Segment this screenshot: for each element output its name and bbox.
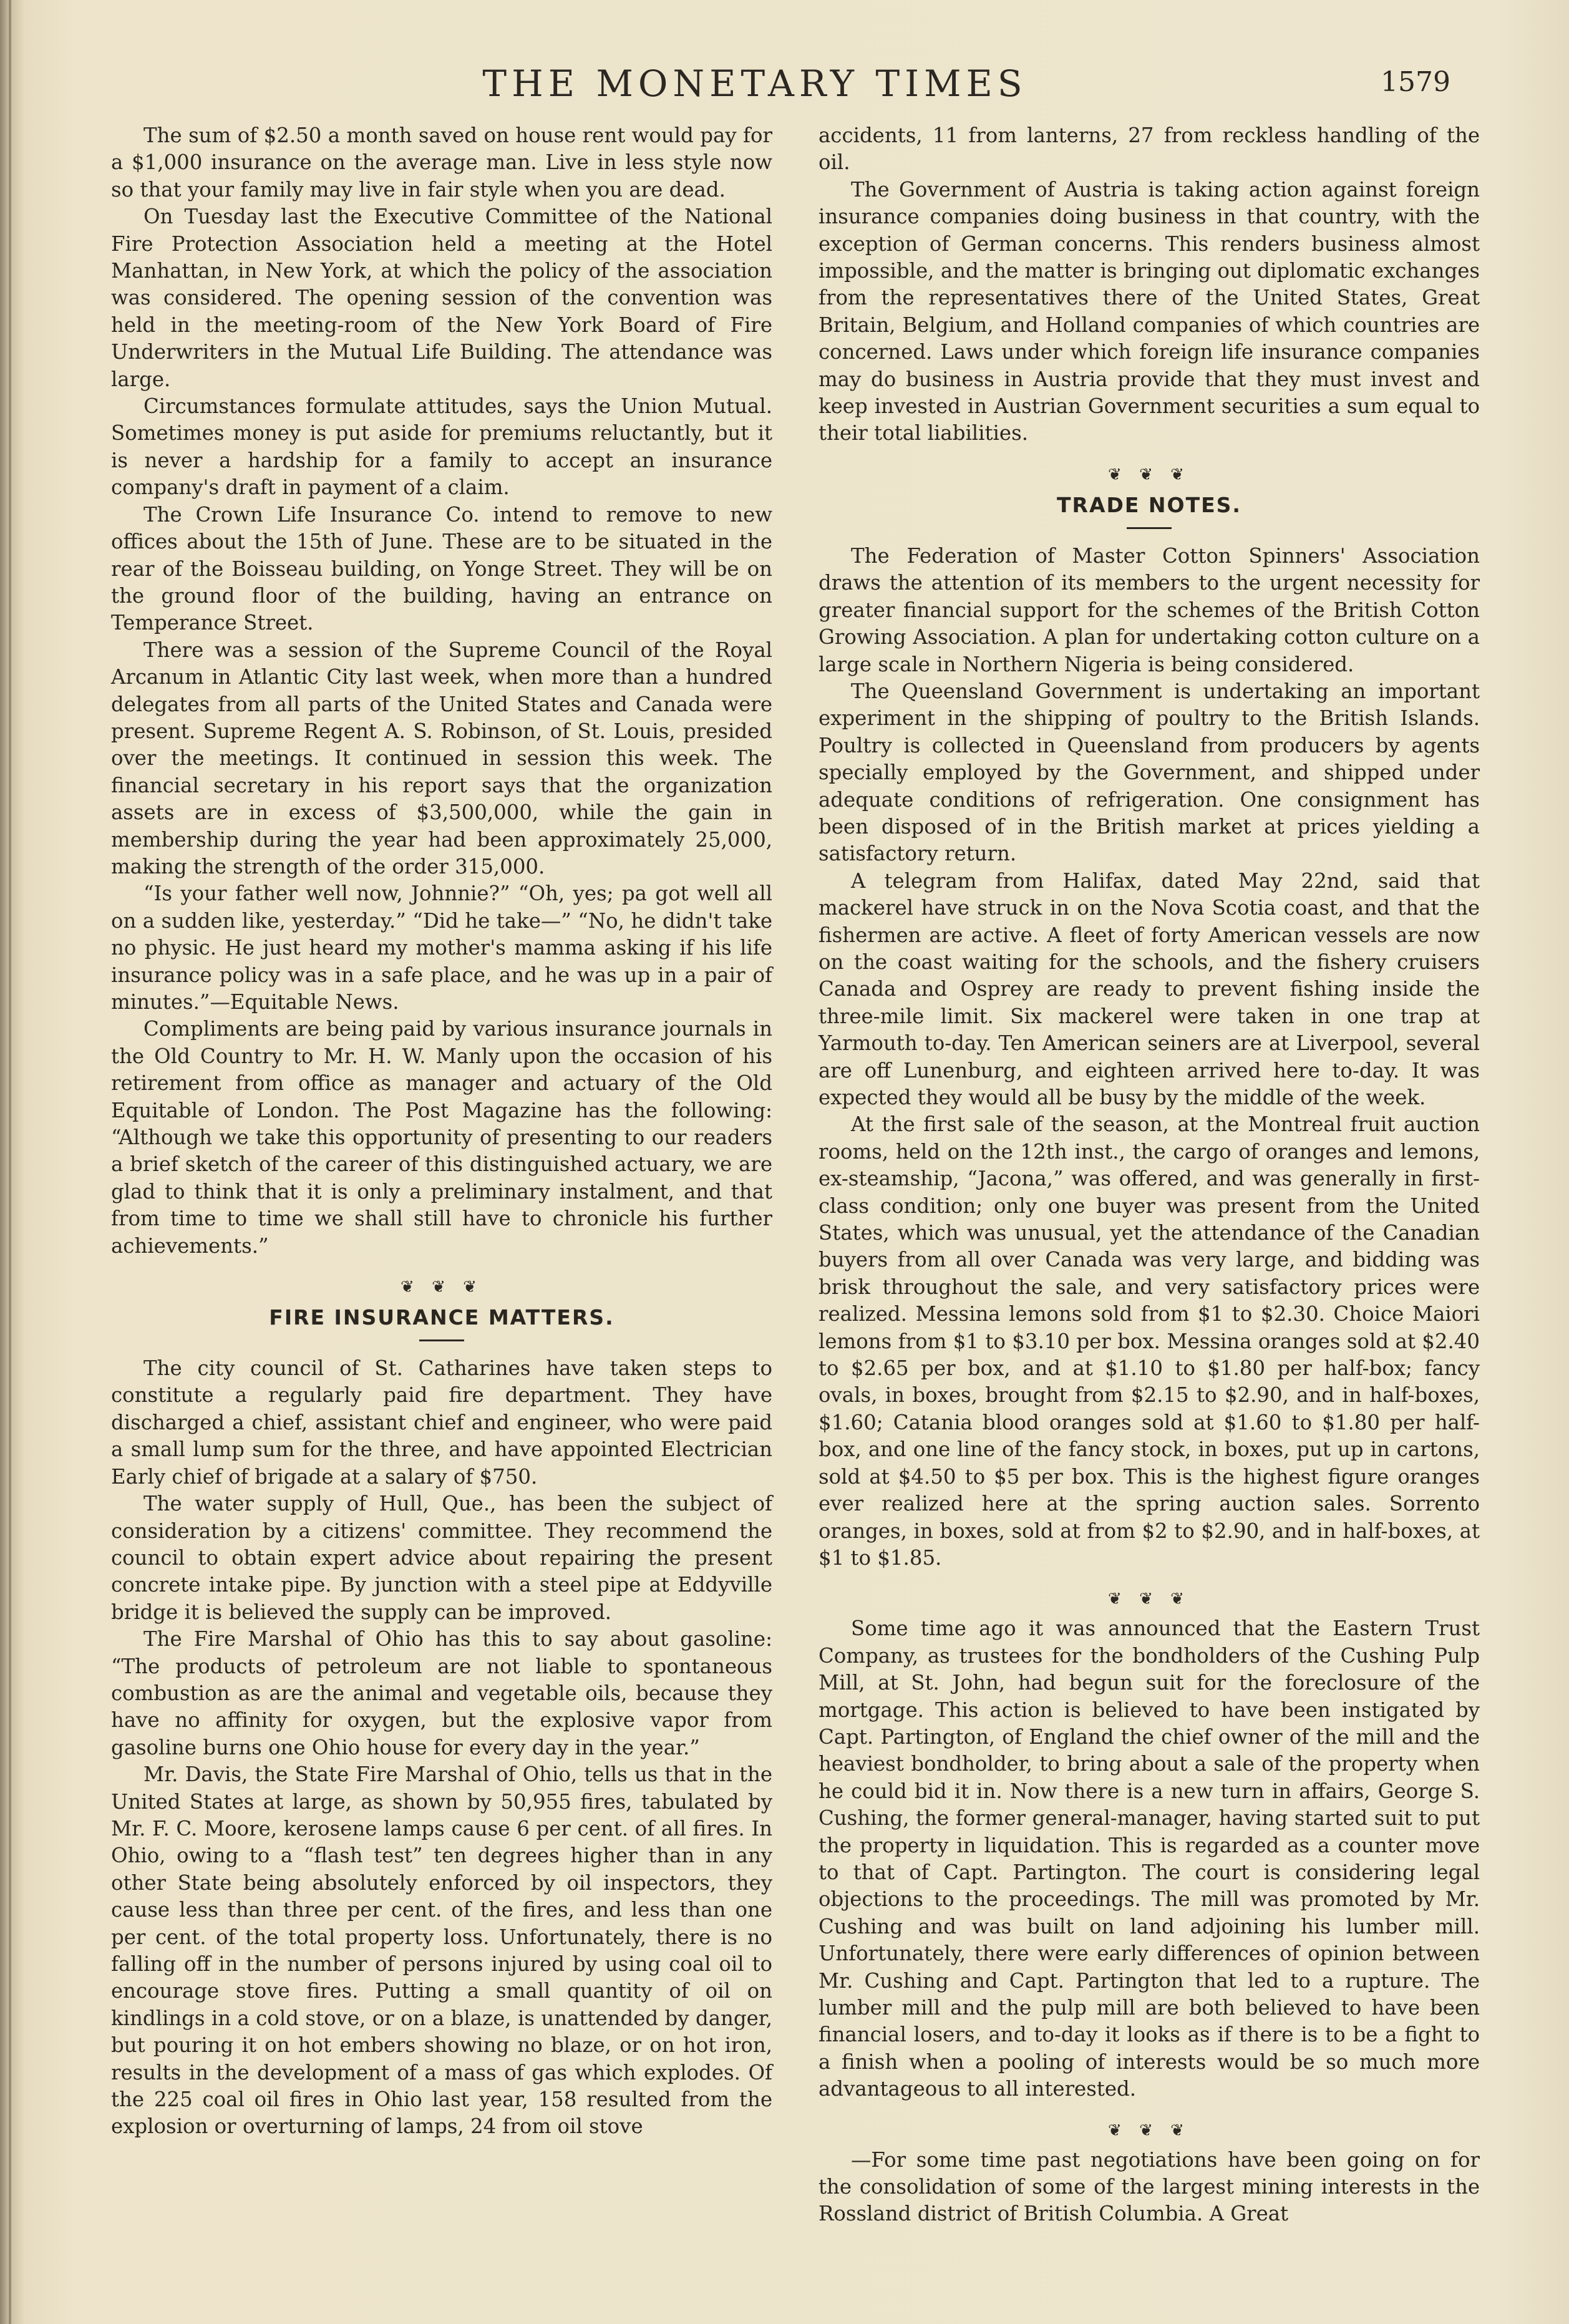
paragraph-manly-retirement: Compliments are being paid by various insurance journals in the Old Country to Mr. H. W. Manly upon the occasion of his retirement from office as manager and actuary of the Old Equitable of London. The Post Magazine has the following: “Although we take this opportunity of presenting to our readers a brief sketch of the career of this distinguished actuary, we are glad to think that it is only a preliminary instalment, and that from time to time we shall still have to chronicle his further achievements.” — [111, 1017, 772, 1258]
paragraph-austria-insurance: The Government of Austria is taking action against foreign insurance companies doing business in that country, with the exception of German concerns. This renders business almost impossible, and the matter is bringing out diplomatic exchanges from the representatives there of the United States, Great Britain, Belgium, and Holland companies of which countries are concerned. Laws under which foreign life insurance companies may do business in Austria provide that they must invest and keep invested in Austrian Government securities a sum equal to their total liabilities. — [819, 177, 1480, 445]
paragraph-montreal-fruit-sale: At the first sale of the season, at the Montreal fruit auction rooms, held on the 12th inst., the cargo of oranges and lemons, ex-steamship, “Jacona,” was offered, and was generally in first-class condition; only one buyer was present from the United States, which was unusual, yet the attendance of the Canadian buyers from all over Canada was very large, and bidding was brisk throughout the sale, and very satisfactory prices were realized. Messina lemons sold from $1 to $2.30. Choice Maiori lemons from $1 to $3.10 per box. Messina oranges sold at $2.40 to $2.65 per box, and at $1.10 to $1.80 per half-box; fancy ovals, in boxes, brought from $2.15 to $2.90, and in half-boxes, $1.60; Catania blood oranges sold at $1.60 to $1.80 per half-box, and one line of the fancy stock, in boxes, put up in cartons, sold at $4.50 to $5 per box. This is the highest figure oranges ever realized here at the spring auction sales. Sorrento oranges, in boxes, sold at from $2 to $2.90, and in half-boxes, at $1 to $1.85. — [819, 1112, 1480, 1570]
paragraph-continued-accidents: accidents, 11 from lanterns, 27 from reckless handling of the oil. — [819, 124, 1480, 175]
paragraph-crown-life: The Crown Life Insurance Co. intend to remove to new offices about the 15th of June. These are to be situated in the rear of the Boisseau building, on Yonge Street. They will be on the ground floor of the building, having an entrance on Temperance Street. — [111, 502, 772, 635]
paragraph-union-mutual: Circumstances formulate attitudes, says the Union Mutual. Sometimes money is put aside for premiums reluctantly, but it is never a hardship for a family to accept an insurance company's draft in payment of a claim. — [111, 394, 772, 500]
paragraph-st-catharines: The city council of St. Catharines have taken steps to constitute a regularly paid fire department. They have discharged a chief, assistant chief and engineer, who were paid a small lump sum for the three, and have appointed Electrician Early chief of brigade at a salary of $750. — [111, 1356, 772, 1489]
paragraph-ohio-coal-oil: Mr. Davis, the State Fire Marshal of Ohio, tells us that in the United States at large, as shown by 50,955 fires, tabulated by Mr. F. C. Moore, kerosene lamps cause 6 per cent. of all fires. In Ohio, owing to a “flash test” ten degrees higher than in any other State being absolutely enforced by oil inspectors, they cause less than three per cent. of the fires, and less than one per cent. of the total property loss. Unfortunately, there is no falling off in the number of persons injured by using coal oil to encourage stove fires. Putting a small quantity of oil on kindlings in a cold stove, or on a blaze, is unattended by danger, but pouring it on hot embers showing no blaze, or on hot iron, results in the development of a mass of gas which explodes. Of the 225 coal oil fires in Ohio last year, 158 resulted from the explosion or overturning of lamps, 24 from oil stove — [111, 1762, 772, 2139]
paragraph-royal-arcanum: There was a session of the Supreme Council of the Royal Arcanum in Atlantic City last week, when more than a hundred delegates from all parts of the United States and Canada were present. Supreme Regent A. S. Robinson, of St. Louis, presided over the meetings. It continued in session this week. The financial secretary in his report says that the organization assets are in excess of $3,500,000, while the gain in membership during the year had been approximately 25,000, making the strength of the order 315,000. — [111, 638, 772, 878]
paragraph-queensland-poultry: The Queensland Government is undertaking an important experiment in the shipping of poultry to the British Islands. Poultry is collected in Queensland from producers by agents specially employed by the Government, and shipped under adequate conditions of refrigeration. One consignment has been disposed of in the British market at prices yielding a satisfactory return. — [819, 679, 1480, 866]
paragraph-halifax-mackerel: A telegram from Halifax, dated May 22nd, said that mackerel have struck in on the Nova Scotia coast, and that the fishermen are active. A fleet of forty American vessels are now on the coast waiting for the schools, and the fishery cruisers Canada and Osprey are ready to prevent fishing inside the three-mile limit. Six mackerel were taken in one trap at Yarmouth to-day. Ten American seiners are at Liverpool, several are off Lunenburg, and eighteen arrived here to-day. It was expected they would all be busy by the middle of the week. — [819, 868, 1480, 1109]
paragraph-fire-protection-association: On Tuesday last the Executive Committee of the National Fire Protection Association held a meeting at the Hotel Manhattan, in New York, at which the policy of the association was considered. The opening session of the convention was held in the meeting-room of the New York Board of Fire Underwriters in the Mutual Life Building. The attendance was large. — [111, 205, 772, 391]
paragraph-ohio-gasoline: The Fire Marshal of Ohio has this to say about gasoline: “The products of petroleum are not liable to spontaneous combustion as are the animal and vegetable oils, because they have no affinity for oxygen, but the explosive vapor from gasoline burns one Ohio house for every day in the year.” — [111, 1627, 772, 1759]
heading-rule — [1127, 527, 1172, 529]
paragraph-johnnie-anecdote: “Is your father well now, Johnnie?” “Oh, yes; pa got well all on a sudden like, yesterday.” “Did he take—” “No, he didn't take no physic. He just heard my mother's mamma asking if his life insurance policy was in a safe place, and he was up in a pair of minutes.”—Equitable News. — [111, 882, 772, 1014]
heading-rule — [419, 1339, 464, 1341]
paragraph-cotton-spinners: The Federation of Master Cotton Spinners' Association draws the attention of its members to the urgent necessity for greater financial support for the schemes of the British Cotton Growing Association. A plan for undertaking cotton culture on a large scale in Northern Nigeria is being considered. — [819, 543, 1480, 676]
section-divider-ornament: ❦ ❦ ❦ — [1108, 1590, 1190, 1609]
section-divider-ornament: ❦ ❦ ❦ — [1108, 465, 1190, 484]
paragraph-cushing-pulp-mill: Some time ago it was announced that the Eastern Trust Company, as trustees for the bondholders of the Cushing Pulp Mill, at St. John, had begun suit for the foreclosure of the mortgage. This action is believed to have been instigated by Capt. Partington, of England the chief owner of the mill and the heaviest bondholder, to bring about a sale of the property when he could bid it in. Now there is a new turn in affairs, George S. Cushing, the former general-manager, having started suit to put the property in liquidation. This is regarded as a counter move to that of Capt. Partington. The court is considering legal objections to the proceedings. The mill was promoted by Mr. Cushing and was built on land adjoining his lumber mill. Unfortunately, there were early differences of opinion between Mr. Cushing and Capt. Partington that led to a rupture. The lumber mill and the pulp mill are both believed to have been financial losers, and to-day it looks as if there is to be a fight to a finish when a pooling of interests would be so much more advantageous to all interested. — [819, 1617, 1480, 2101]
page-number: 1579 — [1381, 66, 1450, 98]
section-divider-ornament: ❦ ❦ ❦ — [401, 1278, 483, 1297]
section-heading-trade-notes: TRADE NOTES. — [1057, 492, 1241, 517]
paragraph-rent-insurance: The sum of $2.50 a month saved on house rent would pay for a $1,000 insurance on the average man. Live in less style now so that your family may live in fair style when you are dead. — [111, 124, 772, 202]
paragraph-rossland-mining: —For some time past negotiations have been going on for the consolidation of some of the largest mining interests in the Rossland district of British Columbia. A Great — [819, 2147, 1480, 2226]
left-column — [111, 122, 772, 2141]
masthead-title: THE MONETARY TIMES — [482, 62, 1027, 105]
section-divider-ornament: ❦ ❦ ❦ — [1108, 2121, 1190, 2140]
right-column — [819, 122, 1480, 2228]
page-header — [0, 62, 1569, 112]
paragraph-hull-water-supply: The water supply of Hull, Que., has been the subject of consideration by a citizens' committee. They recommend the council to obtain expert advice about repairing the present concrete intake pipe. By junction with a steel pipe at Eddyville bridge it is believed the supply can be improved. — [111, 1492, 772, 1624]
binding-edge — [9, 0, 11, 2324]
section-heading-fire-insurance: FIRE INSURANCE MATTERS. — [269, 1305, 614, 1330]
